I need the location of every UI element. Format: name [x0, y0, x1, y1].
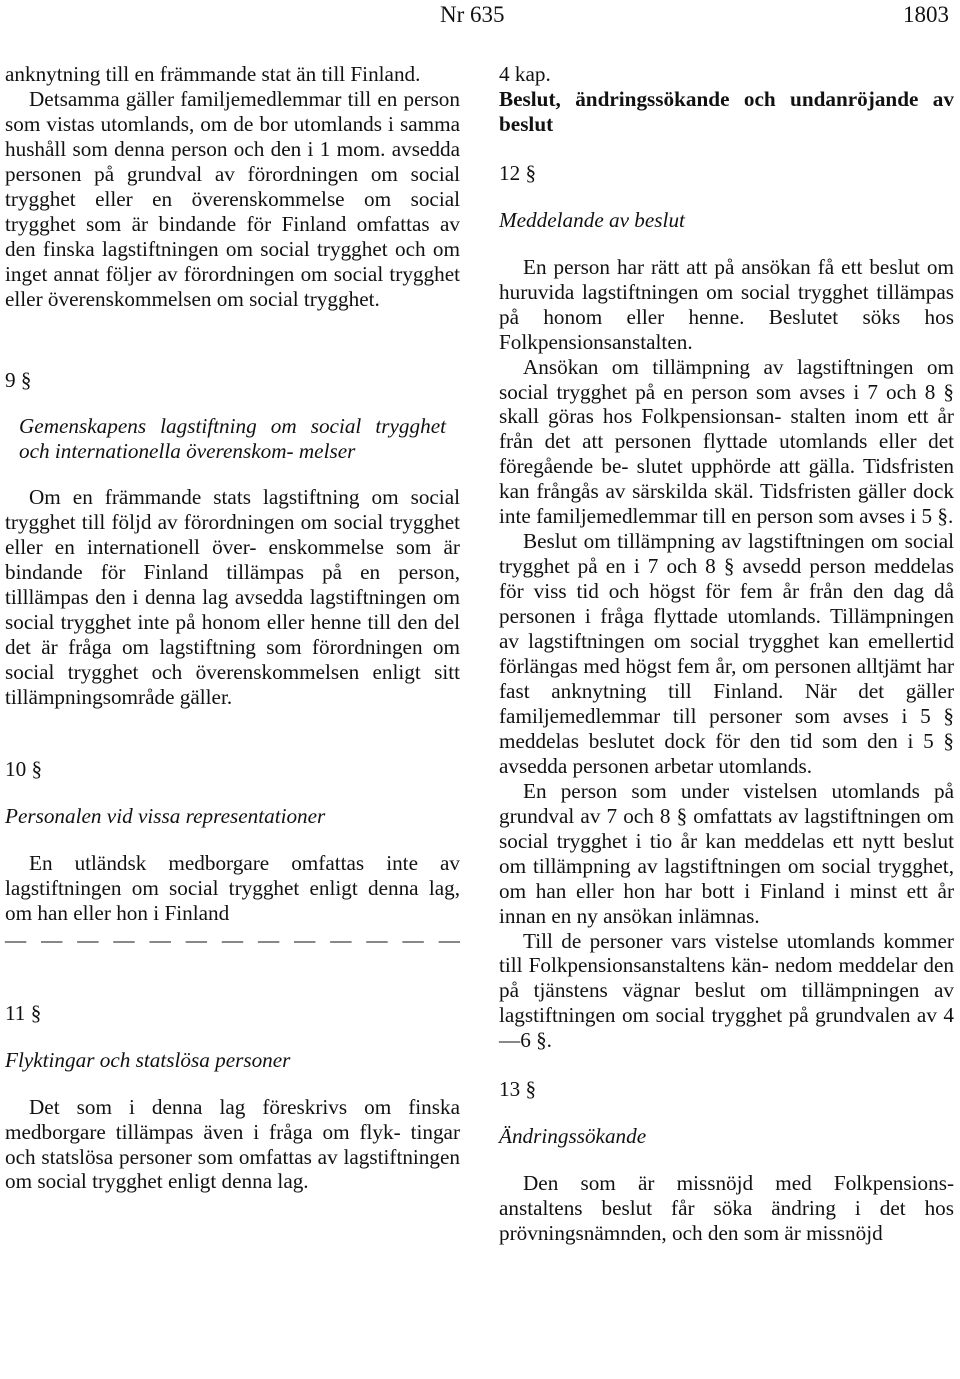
statute-number: Nr 635	[440, 2, 505, 27]
section-number-12: 12 §	[499, 160, 537, 185]
dash: —	[402, 927, 424, 952]
paragraph: En person har rätt att på ansökan få ett beslut om huruvida lagstiftningen om social trygghet tillämpas på honom eller henne. Beslutet söks hos Folkpensionsanstalten.	[499, 254, 954, 354]
paragraph: Ansökan om tillämpning av lagstiftningen om social trygghet på en person som avses i 7 och 8 § skall göras hos Folkpensionsan- stalten inom ett år från det att personen flyttade utomlands eller det föregående be- slutet upphörde att gälla. Tidsfristen kan frångås av särskilda skäl. Tidsfristen gäller dock inte familjemedlemmar till en person som avses i 5 §.	[499, 354, 954, 529]
paragraph: Detsamma gäller familjemedlemmar till en person som vistas utomlands, om de bor utomlands i samma hushåll som denna person och den i 1 mom. avsedda personen på grundval av förordningen om social trygghet eller en överenskommelse om social trygghet som är bindande för Finland omfattas av den finska lagstiftningen om social trygghet och om inget annat följer av förordningen om social trygghet eller överenskommelsen om social trygghet.	[5, 86, 460, 311]
dash: —	[438, 927, 460, 952]
paragraph: En utländsk medborgare omfattas inte av lagstiftningen om social trygghet enligt denna lag, om han eller hon i Finland	[5, 850, 460, 925]
left-column	[5, 62, 460, 1194]
dash: —	[113, 927, 135, 952]
section-number-11: 11 §	[5, 1000, 42, 1025]
section-number-13: 13 §	[499, 1077, 537, 1102]
dash: —	[330, 927, 352, 952]
dash: —	[77, 927, 99, 952]
dash: —	[294, 927, 316, 952]
section-heading-9: Gemenskapens lagstiftning om social trygghet och internationella överenskom- melser	[19, 414, 446, 464]
section-number-10: 10 §	[5, 756, 43, 781]
dash: —	[366, 927, 388, 952]
omission-dashes	[5, 928, 460, 953]
section-heading-10: Personalen vid vissa representationer	[5, 803, 326, 828]
paragraph: Beslut om tillämpning av lagstiftningen om social trygghet på en i 7 och 8 § avsedd person meddelas för viss tid och högst för fem år från den dag då personen i fråga flyttade utomlands. Tillämpningen av lagstiftningen om social trygghet kan emellertid förlängas med högst fem år, om personen alltjämt har fast anknytning till Finland. När det gäller familjemedlemmar till personer som avses i 5 § meddelas beslutet dock för den tid som den i 5 § avsedda personen arbetar utomlands.	[499, 529, 954, 778]
dash: —	[5, 927, 27, 952]
right-column	[499, 62, 954, 1246]
section-heading-13: Ändringssökande	[499, 1124, 647, 1149]
dash: —	[185, 927, 207, 952]
chapter-title: Beslut, ändringssökande och undanröjande av beslut	[499, 86, 954, 136]
page-number: 1803	[903, 2, 949, 27]
section-heading-12: Meddelande av beslut	[499, 207, 685, 232]
paragraph: Om en främmande stats lagstiftning om social trygghet till följd av förordningen om social trygghet eller en internationell över- enskommelse som är bindande för Finland tillämpas på en person, tilllämpas den i denna lag avsedda lagstiftningen om social trygghet inte på honom eller henne till den del det är fråga om lagstiftning som förordningen om social trygghet och överenskommelsen enligt sitt tillämpningsområde gäller.	[5, 485, 460, 710]
dash: —	[257, 927, 280, 952]
dash: —	[221, 927, 244, 952]
paragraph: Den som är missnöjd med Folkpensions- anstaltens beslut får söka ändring i det hos prövningsnämnden, och den som är missnöjd	[499, 1171, 954, 1246]
dash: —	[149, 927, 171, 952]
paragraph: Till de personer vars vistelse utomlands kommer till Folkpensionsanstaltens kän- nedom meddelar den på tjänstens vägnar beslut om tillämpningen av lagstiftningen om social trygghet på grundvalen av 4—6 §.	[499, 928, 954, 1053]
dash: —	[41, 927, 63, 952]
paragraph: anknytning till en främmande stat än till Finland.	[5, 62, 421, 86]
section-heading-11: Flyktingar och statslösa personer	[5, 1047, 291, 1072]
chapter-number: 4 kap.	[499, 62, 551, 86]
paragraph: En person som under vistelsen utomlands på grundval av 7 och 8 § omfattats av lagstiftningen om social trygghet i tio år kan meddelas ett nytt beslut om tillämpning av lagstiftningen om social trygghet, om han eller hon har bott i Finland i minst ett år innan en ny ansökan inlämnas.	[499, 778, 954, 928]
paragraph: Det som i denna lag föreskrivs om finska medborgare tillämpas även i fråga om flyk- tingar och statslösa personer som omfattas av lagstiftningen om social trygghet enligt denna lag.	[5, 1094, 460, 1194]
section-number-9: 9 §	[5, 367, 32, 392]
